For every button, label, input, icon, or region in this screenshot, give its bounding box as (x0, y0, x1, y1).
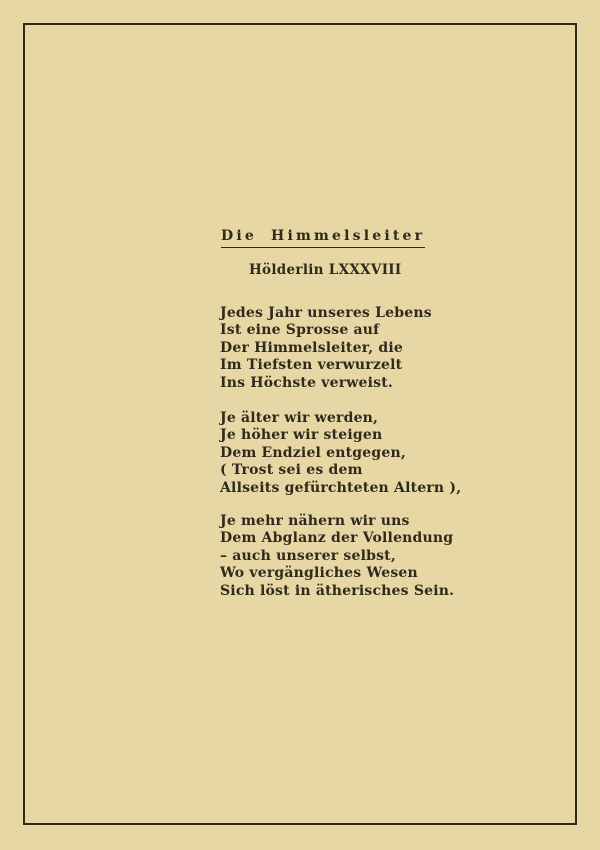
poem-subtitle: Hölderlin LXXXVIII (249, 262, 402, 278)
poem-title: Die Himmelsleiter (221, 228, 425, 248)
stanza-2 (220, 410, 461, 497)
poem-line: ( Trost sei es dem (220, 462, 363, 479)
poem-line: Je älter wir werden, (220, 410, 379, 426)
poem-line: Jedes Jahr unseres Lebens (220, 305, 432, 321)
stanza-1 (220, 305, 432, 392)
poem-line: Je mehr nähern wir uns (220, 513, 410, 529)
poem-line: – auch unserer selbst, (220, 547, 396, 564)
poem-line: Im Tiefsten verwurzelt (220, 357, 403, 374)
poem-line: Allseits gefürchteten Altern ), (220, 479, 462, 496)
poem-line: Je höher wir steigen (220, 427, 383, 444)
poem-line: Der Himmelsleiter, die (220, 339, 404, 356)
poem-line: Ist eine Sprosse auf (220, 322, 380, 339)
poem-line: Dem Abglanz der Vollendung (220, 530, 454, 547)
poem-line: Dem Endziel entgegen, (220, 444, 406, 461)
poem-line: Wo vergängliches Wesen (220, 565, 418, 582)
poem-line: Ins Höchste verweist. (220, 374, 393, 391)
poem-line: Sich löst in ätherisches Sein. (220, 582, 455, 599)
stanza-3 (220, 513, 454, 600)
